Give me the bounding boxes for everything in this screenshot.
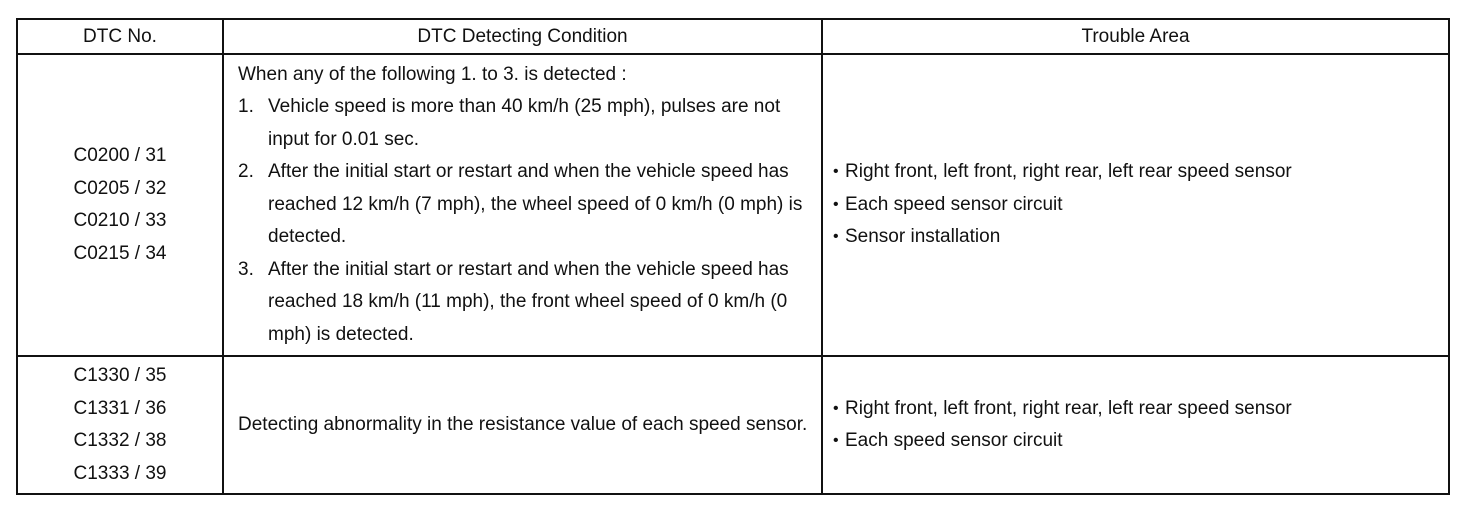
detecting-condition-cell bbox=[223, 356, 822, 494]
trouble-area-item: • Right front, left front, right rear, left rear speed sensor bbox=[833, 393, 1448, 426]
condition-intro: When any of the following 1. to 3. is detected : bbox=[238, 63, 627, 85]
condition-item bbox=[238, 254, 815, 352]
table-row bbox=[17, 356, 1449, 494]
table-header-row bbox=[17, 19, 1449, 54]
detecting-condition-cell bbox=[223, 54, 822, 356]
trouble-area-item: • Each speed sensor circuit bbox=[833, 425, 1448, 458]
dtc-code: C0205 / 32 bbox=[73, 177, 167, 199]
condition-number: 3. bbox=[238, 258, 254, 280]
header-trouble-area: Trouble Area bbox=[822, 19, 1449, 54]
dtc-codes-cell bbox=[17, 54, 223, 356]
dtc-codes-cell bbox=[17, 356, 223, 494]
dtc-table bbox=[16, 18, 1450, 495]
dtc-code: C0215 / 34 bbox=[73, 242, 167, 264]
dtc-code: C1333 / 39 bbox=[73, 462, 167, 484]
condition-text: Vehicle speed is more than 40 km/h (25 mph), pulses are not input for 0.01 sec. bbox=[268, 96, 781, 150]
condition-text: After the initial start or restart and when the vehicle speed has reached 18 km/h (11 mph), the front wheel speed of 0 km/h (0 mph) is detected. bbox=[268, 258, 789, 345]
condition-item bbox=[238, 91, 815, 156]
trouble-area-item: • Sensor installation bbox=[833, 221, 1448, 254]
dtc-code: C0210 / 33 bbox=[73, 210, 167, 231]
header-dtc-no: DTC No. bbox=[17, 19, 223, 54]
trouble-area-item: • Each speed sensor circuit bbox=[833, 189, 1448, 222]
dtc-code: C1330 / 35 bbox=[73, 365, 167, 386]
condition-number: 2. bbox=[238, 161, 254, 183]
table-row bbox=[17, 54, 1449, 356]
trouble-area-item: • Right front, left front, right rear, left rear speed sensor bbox=[833, 156, 1448, 189]
condition-item bbox=[238, 156, 815, 254]
trouble-area-cell bbox=[822, 356, 1449, 494]
trouble-area-list bbox=[833, 393, 1448, 458]
trouble-area-list bbox=[833, 156, 1448, 254]
condition-list bbox=[238, 91, 815, 351]
dtc-code: C1332 / 38 bbox=[73, 430, 167, 451]
condition-text: Detecting abnormality in the resistance value of each speed sensor. bbox=[238, 413, 808, 435]
trouble-area-cell bbox=[822, 54, 1449, 356]
dtc-code: C0200 / 31 bbox=[73, 145, 167, 166]
condition-text: After the initial start or restart and when the vehicle speed has reached 12 km/h (7 mph), the wheel speed of 0 km/h (0 mph) is detected. bbox=[268, 161, 803, 248]
header-detecting-condition: DTC Detecting Condition bbox=[223, 19, 822, 54]
dtc-code: C1331 / 36 bbox=[73, 397, 167, 419]
condition-number: 1. bbox=[238, 96, 254, 118]
